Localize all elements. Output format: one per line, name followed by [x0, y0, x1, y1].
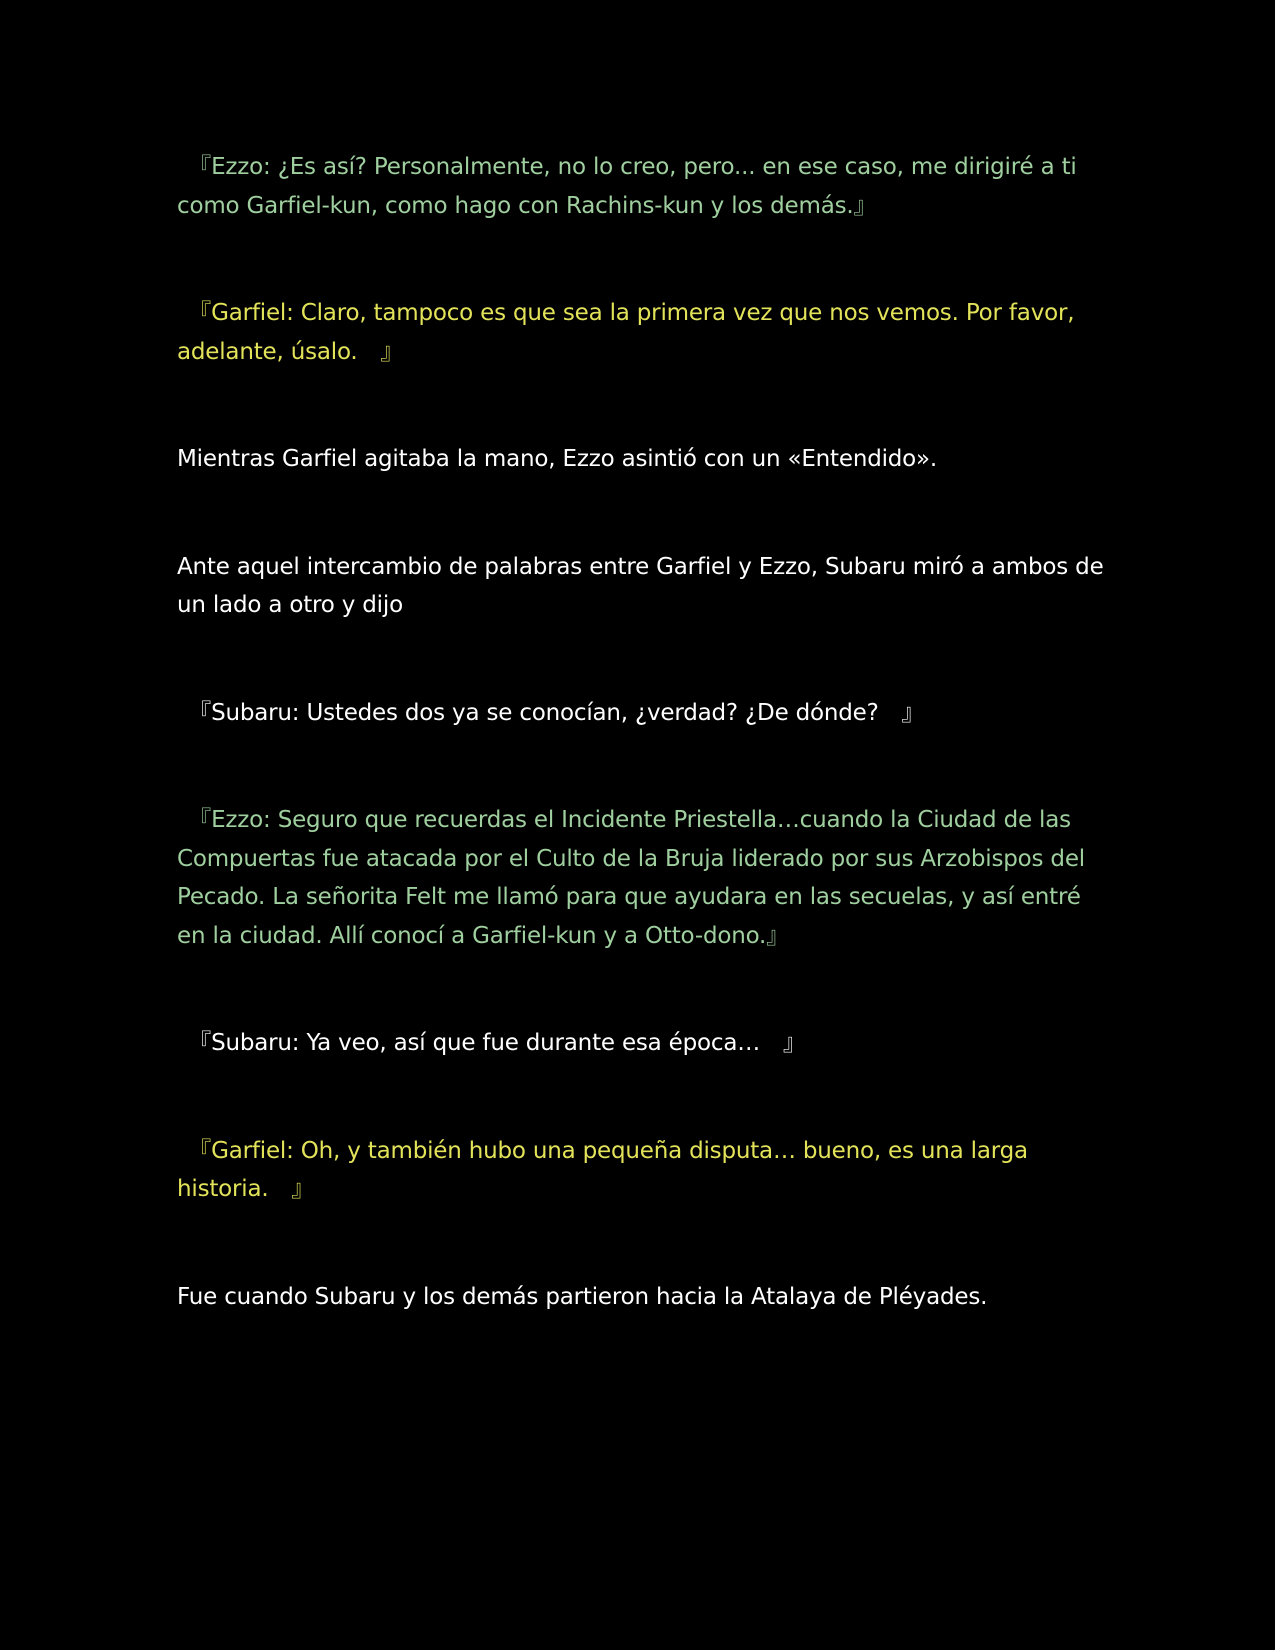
dialogue-garfiel-1: 『Garfiel: Claro, tampoco es que sea la primera vez que nos vemos. Por favor, adelante, úsalo. 』: [177, 300, 1075, 365]
narration-1: Mientras Garfiel agitaba la mano, Ezzo asintió con un «Entendido».: [177, 446, 938, 472]
document-page: [177, 148, 1107, 1316]
narration-2: Ante aquel intercambio de palabras entre Garfiel y Ezzo, Subaru miró a ambos de un lado a otro y dijo: [177, 553, 1104, 618]
dialogue-subaru-1: 『Subaru: Ustedes dos ya se conocían, ¿verdad? ¿De dónde? 』: [177, 699, 925, 726]
dialogue-garfiel-2: 『Garfiel: Oh, y también hubo una pequeña disputa… bueno, es una larga historia. 』: [177, 1137, 1028, 1202]
dialogue-subaru-2: 『Subaru: Ya veo, así que fue durante esa época… 』: [177, 1030, 806, 1056]
narration-3: Fue cuando Subaru y los demás partieron hacia la Atalaya de Pléyades.: [177, 1283, 988, 1310]
dialogue-ezzo-2: 『Ezzo: Seguro que recuerdas el Incidente Priestella…cuando la Ciudad de las Compuertas fue atacada por el Culto de la Bruja liderado por sus Arzobispos del Pecado. La señorita Felt me llamó para que ayudara en las secuelas, y así entré en la ciudad. Allí conocí a Garfiel-kun y a Otto-dono.』: [177, 807, 1085, 949]
dialogue-ezzo-1: 『Ezzo: ¿Es así? Personalmente, no lo creo, pero... en ese caso, me dirigiré a ti como Garfiel-kun, como hago con Rachins-kun y los demás.』: [177, 154, 1077, 219]
